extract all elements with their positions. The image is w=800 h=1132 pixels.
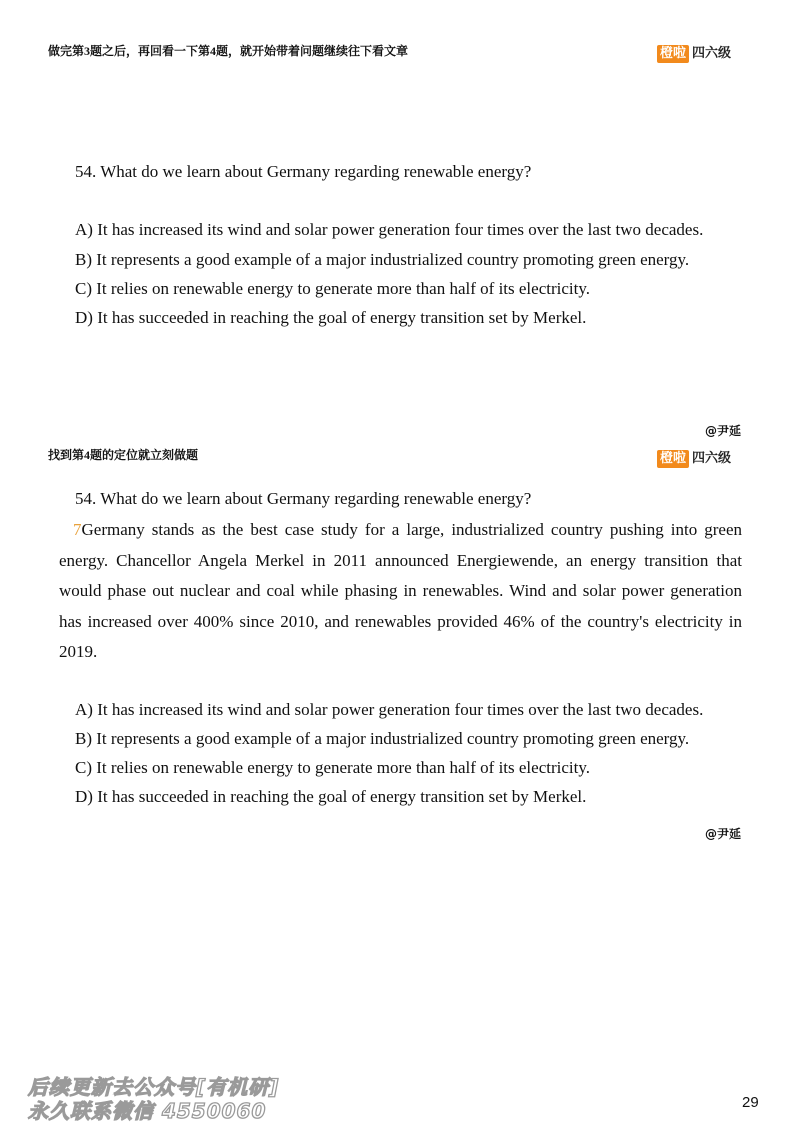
brand-logo-text: 四六级 [692,46,732,61]
section2-option-a: A) It has increased its wind and solar power generation four times over the last two decades. [75,700,704,719]
section1-question: 54. What do we learn about Germany regarding renewable energy? [75,162,532,181]
section2-question: 54. What do we learn about Germany regarding renewable energy? [75,489,532,508]
section1-option-d: D) It has succeeded in reaching the goal of energy transition set by Merkel. [75,308,587,327]
section1-option-a: A) It has increased its wind and solar power generation four times over the last two decades. [75,220,704,239]
passage-paragraph [59,515,742,668]
brand-logo-box: 橙啦 [657,45,689,63]
page-number: 29 [742,1094,759,1111]
section1-option-b: B) It represents a good example of a major industrialized country promoting green energy. [75,250,690,269]
section2-instruction: 找到第4题的定位就立刻做题 [48,448,199,462]
passage-number: 7 [73,520,82,539]
section1-credit: @尹延 [705,424,742,438]
section2-option-b: B) It represents a good example of a major industrialized country promoting green energy. [75,729,690,748]
section1-option-c: C) It relies on renewable energy to generate more than half of its electricity. [75,279,590,298]
watermark-line1: 后续更新去公众号[有机研] [28,1075,280,1099]
brand-logo [657,45,731,63]
watermark [28,1075,279,1123]
passage-text: Germany stands as the best case study for a large, industrialized country pushing into green energy. Chancellor Angela Merkel in 2011 announced Energiewende, an energy transition that would phase out nuclear and coal while phasing in renewables. Wind and solar power generation has increased over 400% since 2010, and renewables provided 46% of the country's electricity in 2019. [59,520,742,661]
section2-option-c: C) It relies on renewable energy to generate more than half of its electricity. [75,758,590,777]
section1-instruction: 做完第3题之后，再回看一下第4题，就开始带着问题继续往下看文章 [48,44,409,58]
brand-logo [657,450,731,468]
brand-logo-box: 橙啦 [657,450,689,468]
section2-option-d: D) It has succeeded in reaching the goal of energy transition set by Merkel. [75,787,587,806]
section2-credit: @尹延 [705,827,742,841]
watermark-line2: 永久联系微信 4550060 [28,1099,267,1123]
brand-logo-text: 四六级 [692,451,732,466]
